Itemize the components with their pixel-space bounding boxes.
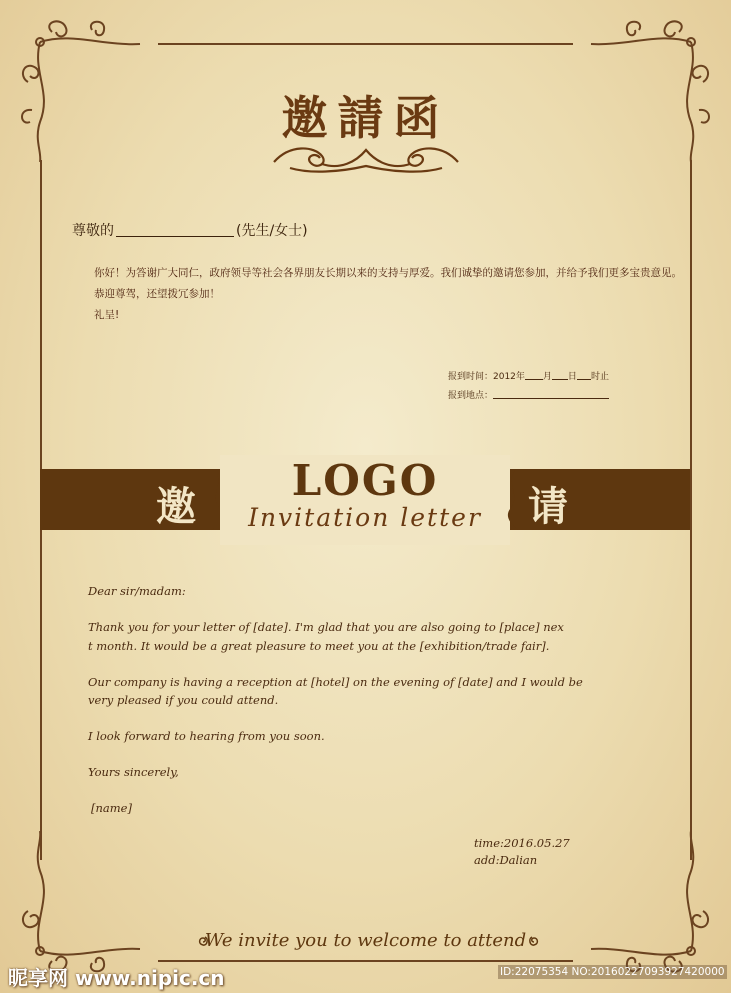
chinese-body xyxy=(94,263,682,326)
title-flourish-ornament xyxy=(270,140,462,176)
band-left-char: 邀 xyxy=(156,483,196,530)
hour-label: 时止 xyxy=(590,372,609,382)
letter-salutation: Dear sir/madam: xyxy=(88,584,186,598)
invitation-letter-subtitle: Invitation letter xyxy=(248,503,482,532)
chinese-body-line-1: 你好！为答谢广大同仁，政府领导等社会各界朋友长期以来的支持与厚爱。我们诚挚的邀请您参加，并给予我们更多宝贵意见。 xyxy=(94,267,682,279)
day-blank xyxy=(552,379,568,380)
letter-name: [name] xyxy=(91,801,132,815)
letter-paragraph-3: I look forward to hearing from you soon. xyxy=(88,729,325,743)
greeting-prefix: 尊敬的 xyxy=(72,223,114,239)
letter-time: time:2016.05.27 xyxy=(474,836,570,850)
letter-address: add:Dalian xyxy=(474,853,538,867)
registration-place-label: 报到地点： xyxy=(448,391,494,401)
month-label: 月 xyxy=(542,372,552,382)
chinese-body-line-3: 礼呈! xyxy=(94,309,120,321)
greeting-line xyxy=(72,220,308,240)
frame-top-line xyxy=(158,43,573,45)
letter-paragraph-2-line-2: very pleased if you could attend. xyxy=(88,693,279,707)
chinese-body-line-2: 恭迎尊驾，还望拨冗参加！ xyxy=(94,288,220,300)
letter-closing: Yours sincerely, xyxy=(88,765,179,779)
corner-ornament-bottom-right xyxy=(589,811,719,981)
day-label: 日 xyxy=(567,372,577,382)
band-right-char: 请 xyxy=(528,483,568,530)
recipient-name-blank xyxy=(116,236,234,237)
greeting-suffix: (先生/女士) xyxy=(236,223,308,239)
frame-right-line xyxy=(690,160,692,860)
registration-time xyxy=(448,369,609,382)
letter-paragraph-1-line-1: Thank you for your letter of [date]. I'm glad that you are also going to [place] nex xyxy=(88,620,564,634)
logo-text: LOGO xyxy=(291,456,439,505)
hour-blank xyxy=(577,379,591,380)
watermark-site: 昵享网 www.nipic.cn xyxy=(8,966,225,990)
registration-place xyxy=(448,388,609,401)
letter-paragraph-2-line-1: Our company is having a reception at [hotel] on the evening of [date] and I would be xyxy=(88,675,583,689)
month-blank xyxy=(525,379,543,380)
corner-ornament-bottom-left xyxy=(12,811,142,981)
letter-paragraph-1-line-2: t month. It would be a great pleasure to meet you at the [exhibition/trade fair]. xyxy=(88,639,550,653)
footer-right-swirl xyxy=(527,935,541,949)
registration-time-label: 报到时间：2012年 xyxy=(448,372,525,382)
invitation-title: 邀請函 xyxy=(281,91,450,145)
footer-invite-line: We invite you to welcome to attend xyxy=(204,930,527,951)
place-blank xyxy=(493,398,609,399)
watermark-id: ID:22075354 NO:20160227093927420000 xyxy=(500,966,725,978)
